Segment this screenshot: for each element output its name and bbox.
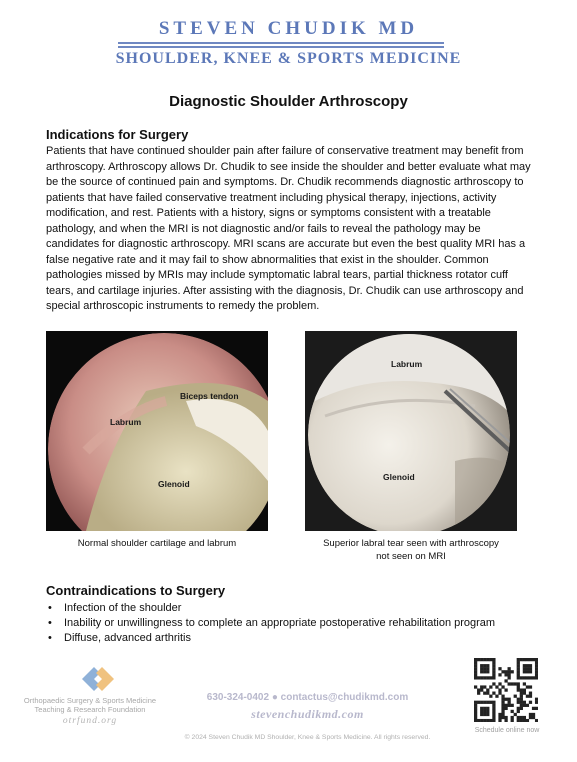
practice-name: STEVEN CHUDIK MD: [158, 18, 419, 39]
foundation-name: [18, 696, 162, 714]
qr-caption: Schedule online now: [474, 727, 540, 734]
phone-number[interactable]: 630-324-0402: [206, 692, 270, 703]
header-rule-bottom: [118, 46, 444, 48]
caption-tear-line2: not seen on MRI: [376, 551, 446, 562]
arthroscopy-photo-tear: [305, 331, 517, 531]
caption-tear: [290, 537, 532, 563]
caption-normal: Normal shoulder cartilage and labrum: [77, 538, 237, 549]
contraindications-heading: Contraindications to Surgery: [46, 583, 226, 598]
list-item: • Infection of the shoulder: [46, 601, 546, 616]
arthroscopy-photo-normal: [46, 331, 268, 531]
document-title: Diagnostic Shoulder Arthroscopy: [169, 93, 408, 110]
foundation-website[interactable]: otrfund.org: [62, 716, 118, 726]
email-link[interactable]: contactus@chudikmd.com: [280, 692, 409, 703]
labrum-label: Labrum: [110, 417, 142, 427]
contraindications-list: [46, 601, 546, 646]
qr-code[interactable]: [474, 658, 538, 722]
list-item: • Inability or unwillingness to complete an appropriate postoperative rehabilitation program: [46, 616, 546, 631]
foundation-name-line2: Teaching & Research Foundation: [34, 705, 146, 714]
biceps-tendon-label: Biceps tendon: [180, 391, 239, 401]
bullet-separator: ●: [271, 692, 281, 703]
copyright-notice: © 2024 Steven Chudik MD Shoulder, Knee & Sports Medicine. All rights reserved.: [184, 734, 431, 741]
caption-tear-line1: Superior labral tear seen with arthroscopy: [323, 538, 499, 549]
website-link[interactable]: stevenchudikmd.com: [251, 707, 364, 721]
labrum-label: Labrum: [391, 359, 423, 369]
list-item: • Diffuse, advanced arthritis: [46, 631, 546, 646]
indications-paragraph: Patients that have continued shoulder pain after failure of conservative treatment may benefit from arthroscopy. Arthroscopy allows Dr. Chudik to see inside the shoulder and better evaluate what may be the source of continued pain and symptoms. Dr. Chudik recommends diagnostic arthroscopy to patients that have failed conservative treatment including physical therapy, injections, activity modification, and rest. Patients with a history, signs or symptoms consistent with a treatable pathology, and when the MRI is not diagnostic and/or fails to reveal the pathology may be candidates for diagnostic arthroscopy. MRI scans are accurate but even the best quality MRI has a false negative rate and it may fail to show abnormalities that exist in the shoulder. Common pathologies missed by MRIs may include symptomatic labral tears, partial thickness rotator cuff tears, and cartilage injuries. After assisting with the diagnosis, Dr. Chudik can use arthroscopy and special arthroscopic instruments to remedy the problem.: [46, 145, 531, 312]
glenoid-label: Glenoid: [383, 472, 415, 482]
glenoid-label: Glenoid: [158, 479, 190, 489]
practice-subtitle: SHOULDER, KNEE & SPORTS MEDICINE: [115, 50, 462, 67]
header-rule-top: [118, 42, 444, 44]
indications-heading: Indications for Surgery: [46, 127, 189, 142]
otrf-logo: [82, 665, 118, 698]
contact-line: [180, 692, 435, 703]
foundation-name-line1: Orthopaedic Surgery & Sports Medicine: [23, 696, 157, 705]
